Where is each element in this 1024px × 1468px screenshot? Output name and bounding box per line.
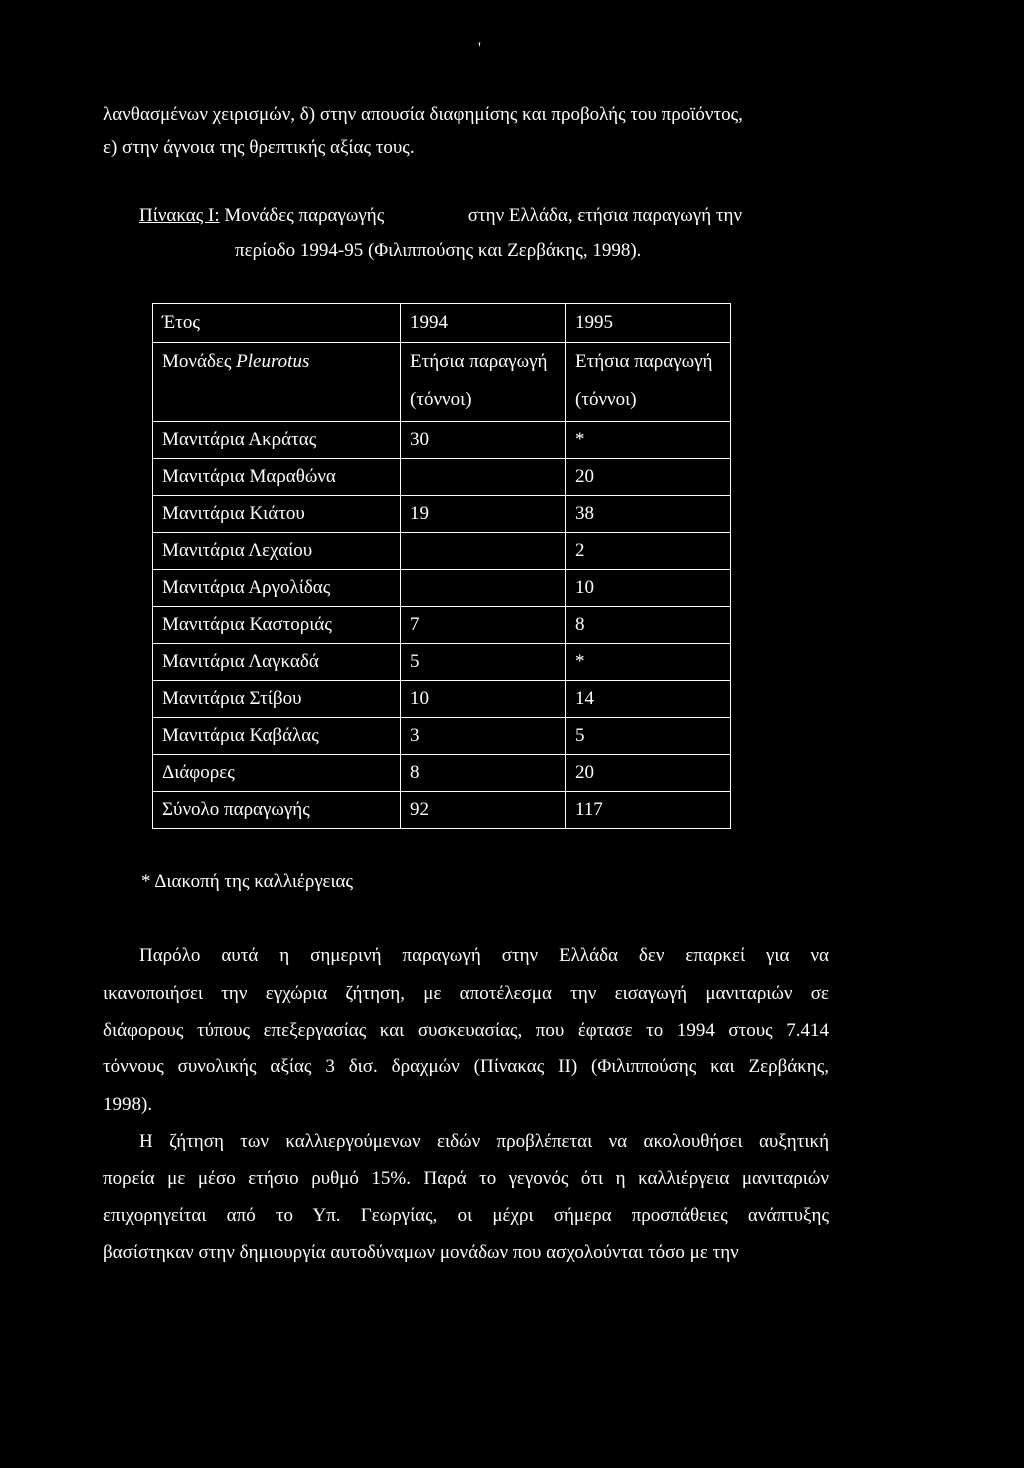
col-unit-1995: (τόννοι) bbox=[575, 389, 637, 410]
row-1994: 3 bbox=[401, 718, 566, 755]
table-row bbox=[153, 422, 731, 459]
header-year-1994: 1994 bbox=[401, 304, 566, 343]
footnote: * Διακοπή της καλλιέργειας bbox=[141, 871, 354, 892]
row-1995: 117 bbox=[566, 792, 731, 829]
row-1994 bbox=[401, 570, 566, 607]
units-label-italic: Pleurotus bbox=[236, 351, 310, 372]
header-units-label bbox=[153, 343, 401, 422]
row-1994: 7 bbox=[401, 607, 566, 644]
table-row bbox=[153, 644, 731, 681]
row-name: Μανιτάρια Μαραθώνα bbox=[153, 459, 401, 496]
paragraph-1-line-4: τόννους συνολικής αξίας 3 δισ. δραχμών (Πίνακας ΙΙ) (Φιλιππούσης και Ζερβάκης, bbox=[103, 1056, 829, 1077]
header-col-1994 bbox=[401, 343, 566, 422]
row-name: Διάφορες bbox=[153, 755, 401, 792]
paragraph-1-line-1: Παρόλο αυτά η σημερινή παραγωγή στην Ελλάδα δεν επαρκεί για να bbox=[139, 945, 829, 966]
row-1995: 20 bbox=[566, 459, 731, 496]
row-1994: 10 bbox=[401, 681, 566, 718]
row-1994: 19 bbox=[401, 496, 566, 533]
paragraph-1-line-3: διάφορους τύπους επεξεργασίας και συσκευασίας, που έφτασε το 1994 στους 7.414 bbox=[103, 1020, 829, 1041]
row-1995: 5 bbox=[566, 718, 731, 755]
paragraph-2-line-2: πορεία με μέσο ετήσιο ρυθμό 15%. Παρά το γεγονός ότι η καλλιέργεια μανιταριών bbox=[103, 1168, 829, 1189]
row-1995: 8 bbox=[566, 607, 731, 644]
table-row bbox=[153, 718, 731, 755]
page-mark: ' bbox=[478, 40, 481, 57]
table-row bbox=[153, 570, 731, 607]
paragraph-1-line-2: ικανοποιήσει την εγχώρια ζήτηση, με αποτέλεσμα την εισαγωγή μανιταριών σε bbox=[103, 983, 829, 1004]
caption-part-1: Μονάδες παραγωγής bbox=[224, 205, 385, 226]
paragraph-2-line-1: Η ζήτηση των καλλιεργούμενων ειδών προβλέπεται να ακολουθήσει αυξητική bbox=[139, 1131, 829, 1152]
paragraph-2-line-4: βασίστηκαν στην δημιουργία αυτοδύναμων μονάδων που ασχολούνται τόσο με την bbox=[103, 1242, 739, 1263]
row-1995: 38 bbox=[566, 496, 731, 533]
caption-label: Πίνακας Ι: bbox=[139, 205, 220, 226]
caption-part-2: στην Ελλάδα, ετήσια παραγωγή την bbox=[467, 205, 743, 226]
header-year-label: Έτος bbox=[153, 304, 401, 343]
caption-line-2: περίοδο 1994-95 (Φιλιππούσης και Ζερβάκης, 1998). bbox=[235, 240, 642, 261]
intro-line-1: λανθασμένων χειρισμών, δ) στην απουσία διαφημίσης και προβολής του προϊόντος, bbox=[103, 104, 743, 125]
row-name: Μανιτάρια Κιάτου bbox=[153, 496, 401, 533]
col-label-1994: Ετήσια παραγωγή bbox=[410, 351, 548, 372]
row-1994: 30 bbox=[401, 422, 566, 459]
col-label-1995: Ετήσια παραγωγή bbox=[575, 351, 713, 372]
row-1995: * bbox=[566, 422, 731, 459]
row-1994: 92 bbox=[401, 792, 566, 829]
table-row-total bbox=[153, 792, 731, 829]
row-1995: 20 bbox=[566, 755, 731, 792]
table-header-year-row bbox=[153, 304, 731, 343]
table-row bbox=[153, 755, 731, 792]
header-col-1995 bbox=[566, 343, 731, 422]
row-1994: 5 bbox=[401, 644, 566, 681]
table-row bbox=[153, 496, 731, 533]
table-caption bbox=[139, 204, 742, 228]
row-1995: 2 bbox=[566, 533, 731, 570]
row-name: Μανιτάρια Καβάλας bbox=[153, 718, 401, 755]
table-row bbox=[153, 681, 731, 718]
table-row bbox=[153, 533, 731, 570]
row-name: Σύνολο παραγωγής bbox=[153, 792, 401, 829]
production-table bbox=[152, 303, 731, 829]
row-1994 bbox=[401, 459, 566, 496]
row-1994 bbox=[401, 533, 566, 570]
row-name: Μανιτάρια Λαγκαδά bbox=[153, 644, 401, 681]
row-1995: * bbox=[566, 644, 731, 681]
row-name: Μανιτάρια Λεχαίου bbox=[153, 533, 401, 570]
row-1994: 8 bbox=[401, 755, 566, 792]
units-label-prefix: Μονάδες bbox=[162, 351, 237, 372]
table-header-units-row bbox=[153, 343, 731, 422]
row-name: Μανιτάρια Καστοριάς bbox=[153, 607, 401, 644]
table-row bbox=[153, 459, 731, 496]
row-1995: 10 bbox=[566, 570, 731, 607]
row-name: Μανιτάρια Ακράτας bbox=[153, 422, 401, 459]
header-year-1995: 1995 bbox=[566, 304, 731, 343]
paragraph-1-line-5: 1998). bbox=[103, 1094, 153, 1115]
paragraph-2-line-3: επιχορηγείται από το Υπ. Γεωργίας, οι μέχρι σήμερα προσπάθειες ανάπτυξης bbox=[103, 1205, 829, 1226]
row-name: Μανιτάρια Αργολίδας bbox=[153, 570, 401, 607]
row-1995: 14 bbox=[566, 681, 731, 718]
col-unit-1994: (τόννοι) bbox=[410, 389, 472, 410]
intro-line-2: ε) στην άγνοια της θρεπτικής αξίας τους. bbox=[103, 137, 415, 158]
table-row bbox=[153, 607, 731, 644]
row-name: Μανιτάρια Στίβου bbox=[153, 681, 401, 718]
